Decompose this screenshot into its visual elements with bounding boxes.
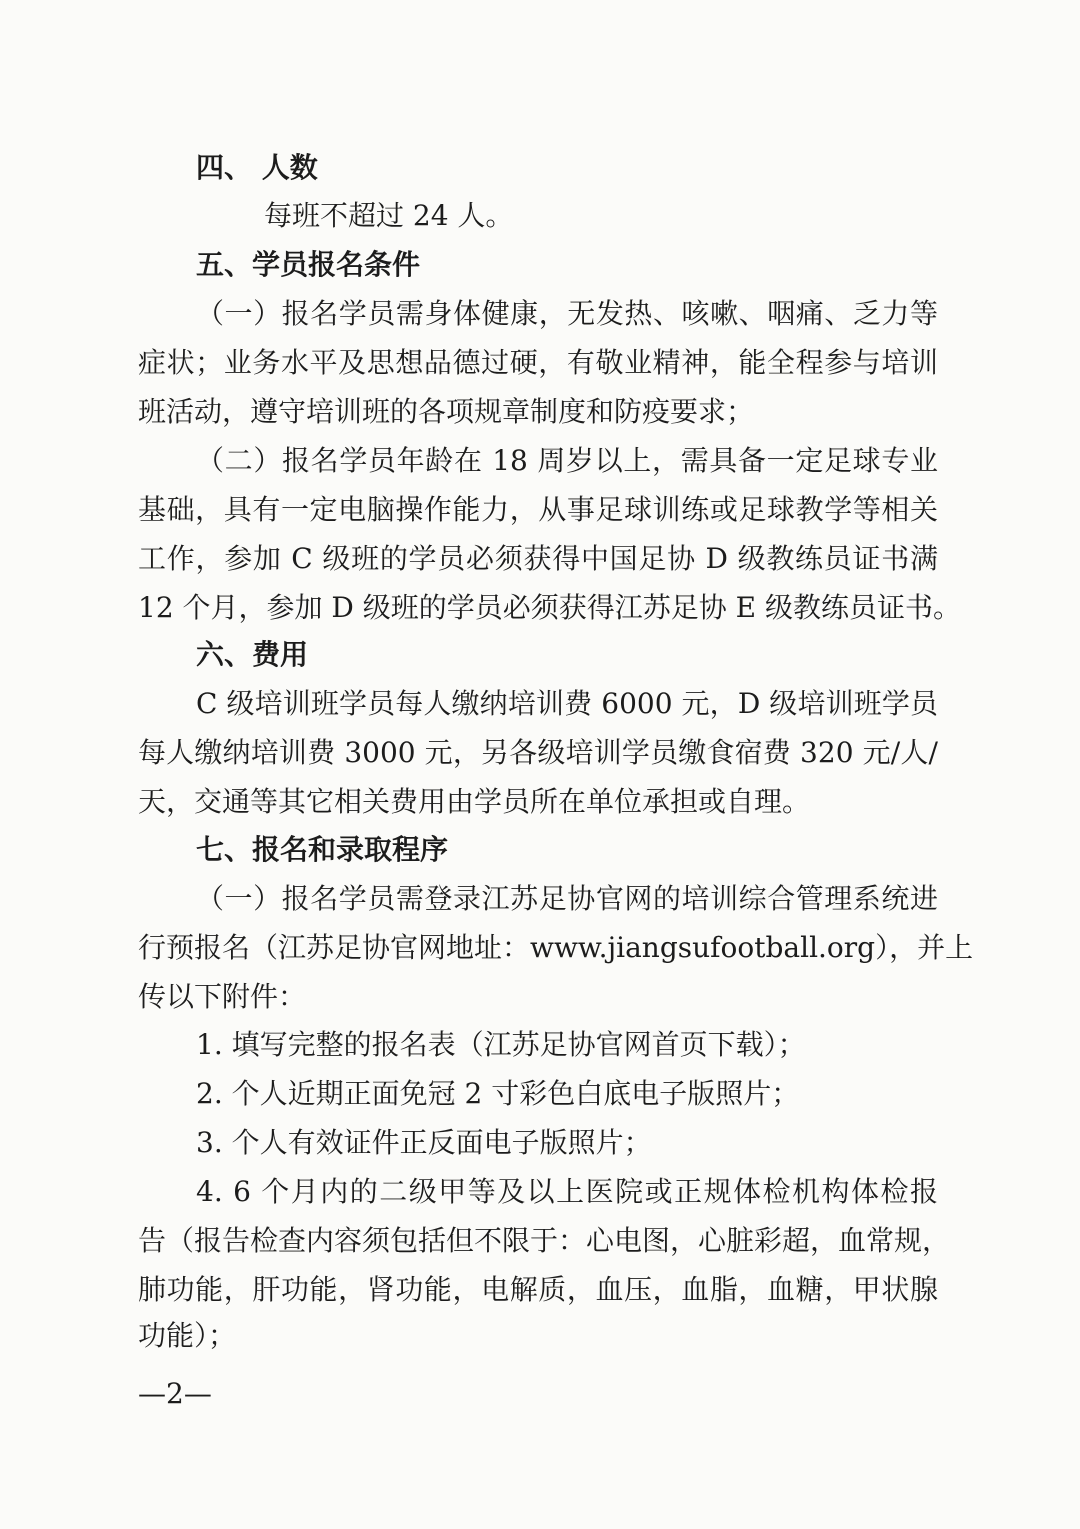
paragraph-line: 行预报名（江苏足协官网地址：www.jiangsufootball.org），并上	[138, 931, 974, 964]
paragraph-line: 天，交通等其它相关费用由学员所在单位承担或自理。	[138, 785, 811, 818]
paragraph-line: 班活动，遵守培训班的各项规章制度和防疫要求；	[138, 395, 755, 428]
paragraph-line: 症状；业务水平及思想品德过硬，有敬业精神，能全程参与培训	[138, 346, 938, 379]
paragraph-line: 工作，参加 C 级班的学员必须获得中国足协 D 级教练员证书满	[138, 542, 938, 575]
section-heading-5: 五、学员报名条件	[196, 248, 421, 281]
list-item: 2. 个人近期正面免冠 2 寸彩色白底电子版照片；	[196, 1077, 800, 1110]
paragraph-line: （二）报名学员年龄在 18 周岁以上，需具备一定足球专业	[196, 444, 938, 477]
page-number: —2—	[138, 1377, 212, 1410]
section-heading-7: 七、报名和录取程序	[196, 833, 449, 866]
paragraph-line: （一）报名学员需身体健康，无发热、咳嗽、咽痛、乏力等	[196, 297, 938, 330]
list-item: 1. 填写完整的报名表（江苏足协官网首页下载）；	[196, 1028, 806, 1061]
paragraph-line: 每人缴纳培训费 3000 元，另各级培训学员缴食宿费 320 元/人/	[138, 736, 938, 769]
paragraph-line: （一）报名学员需登录江苏足协官网的培训综合管理系统进	[196, 882, 938, 915]
section-heading-6: 六、费用	[196, 638, 309, 671]
list-item: 3. 个人有效证件正反面电子版照片；	[196, 1126, 652, 1159]
section-heading-4: 四、 人数	[196, 151, 318, 184]
paragraph-line: 传以下附件：	[138, 980, 307, 1013]
paragraph-line: C 级培训班学员每人缴纳培训费 6000 元，D 级培训班学员	[196, 687, 938, 720]
list-item: 4. 6 个月内的二级甲等及以上医院或正规体检机构体检报	[196, 1175, 938, 1208]
paragraph-line: 肺功能，肝功能，肾功能，电解质，血压，血脂，血糖，甲状腺	[138, 1273, 938, 1306]
paragraph-line: 每班不超过 24 人。	[264, 199, 514, 232]
paragraph-line: 功能）；	[138, 1319, 237, 1352]
paragraph-line: 告（报告检查内容须包括但不限于：心电图，心脏彩超，血常规，	[138, 1224, 951, 1257]
paragraph-line: 12 个月，参加 D 级班的学员必须获得江苏足协 E 级教练员证书。	[138, 591, 962, 624]
paragraph-line: 基础，具有一定电脑操作能力，从事足球训练或足球教学等相关	[138, 493, 938, 526]
